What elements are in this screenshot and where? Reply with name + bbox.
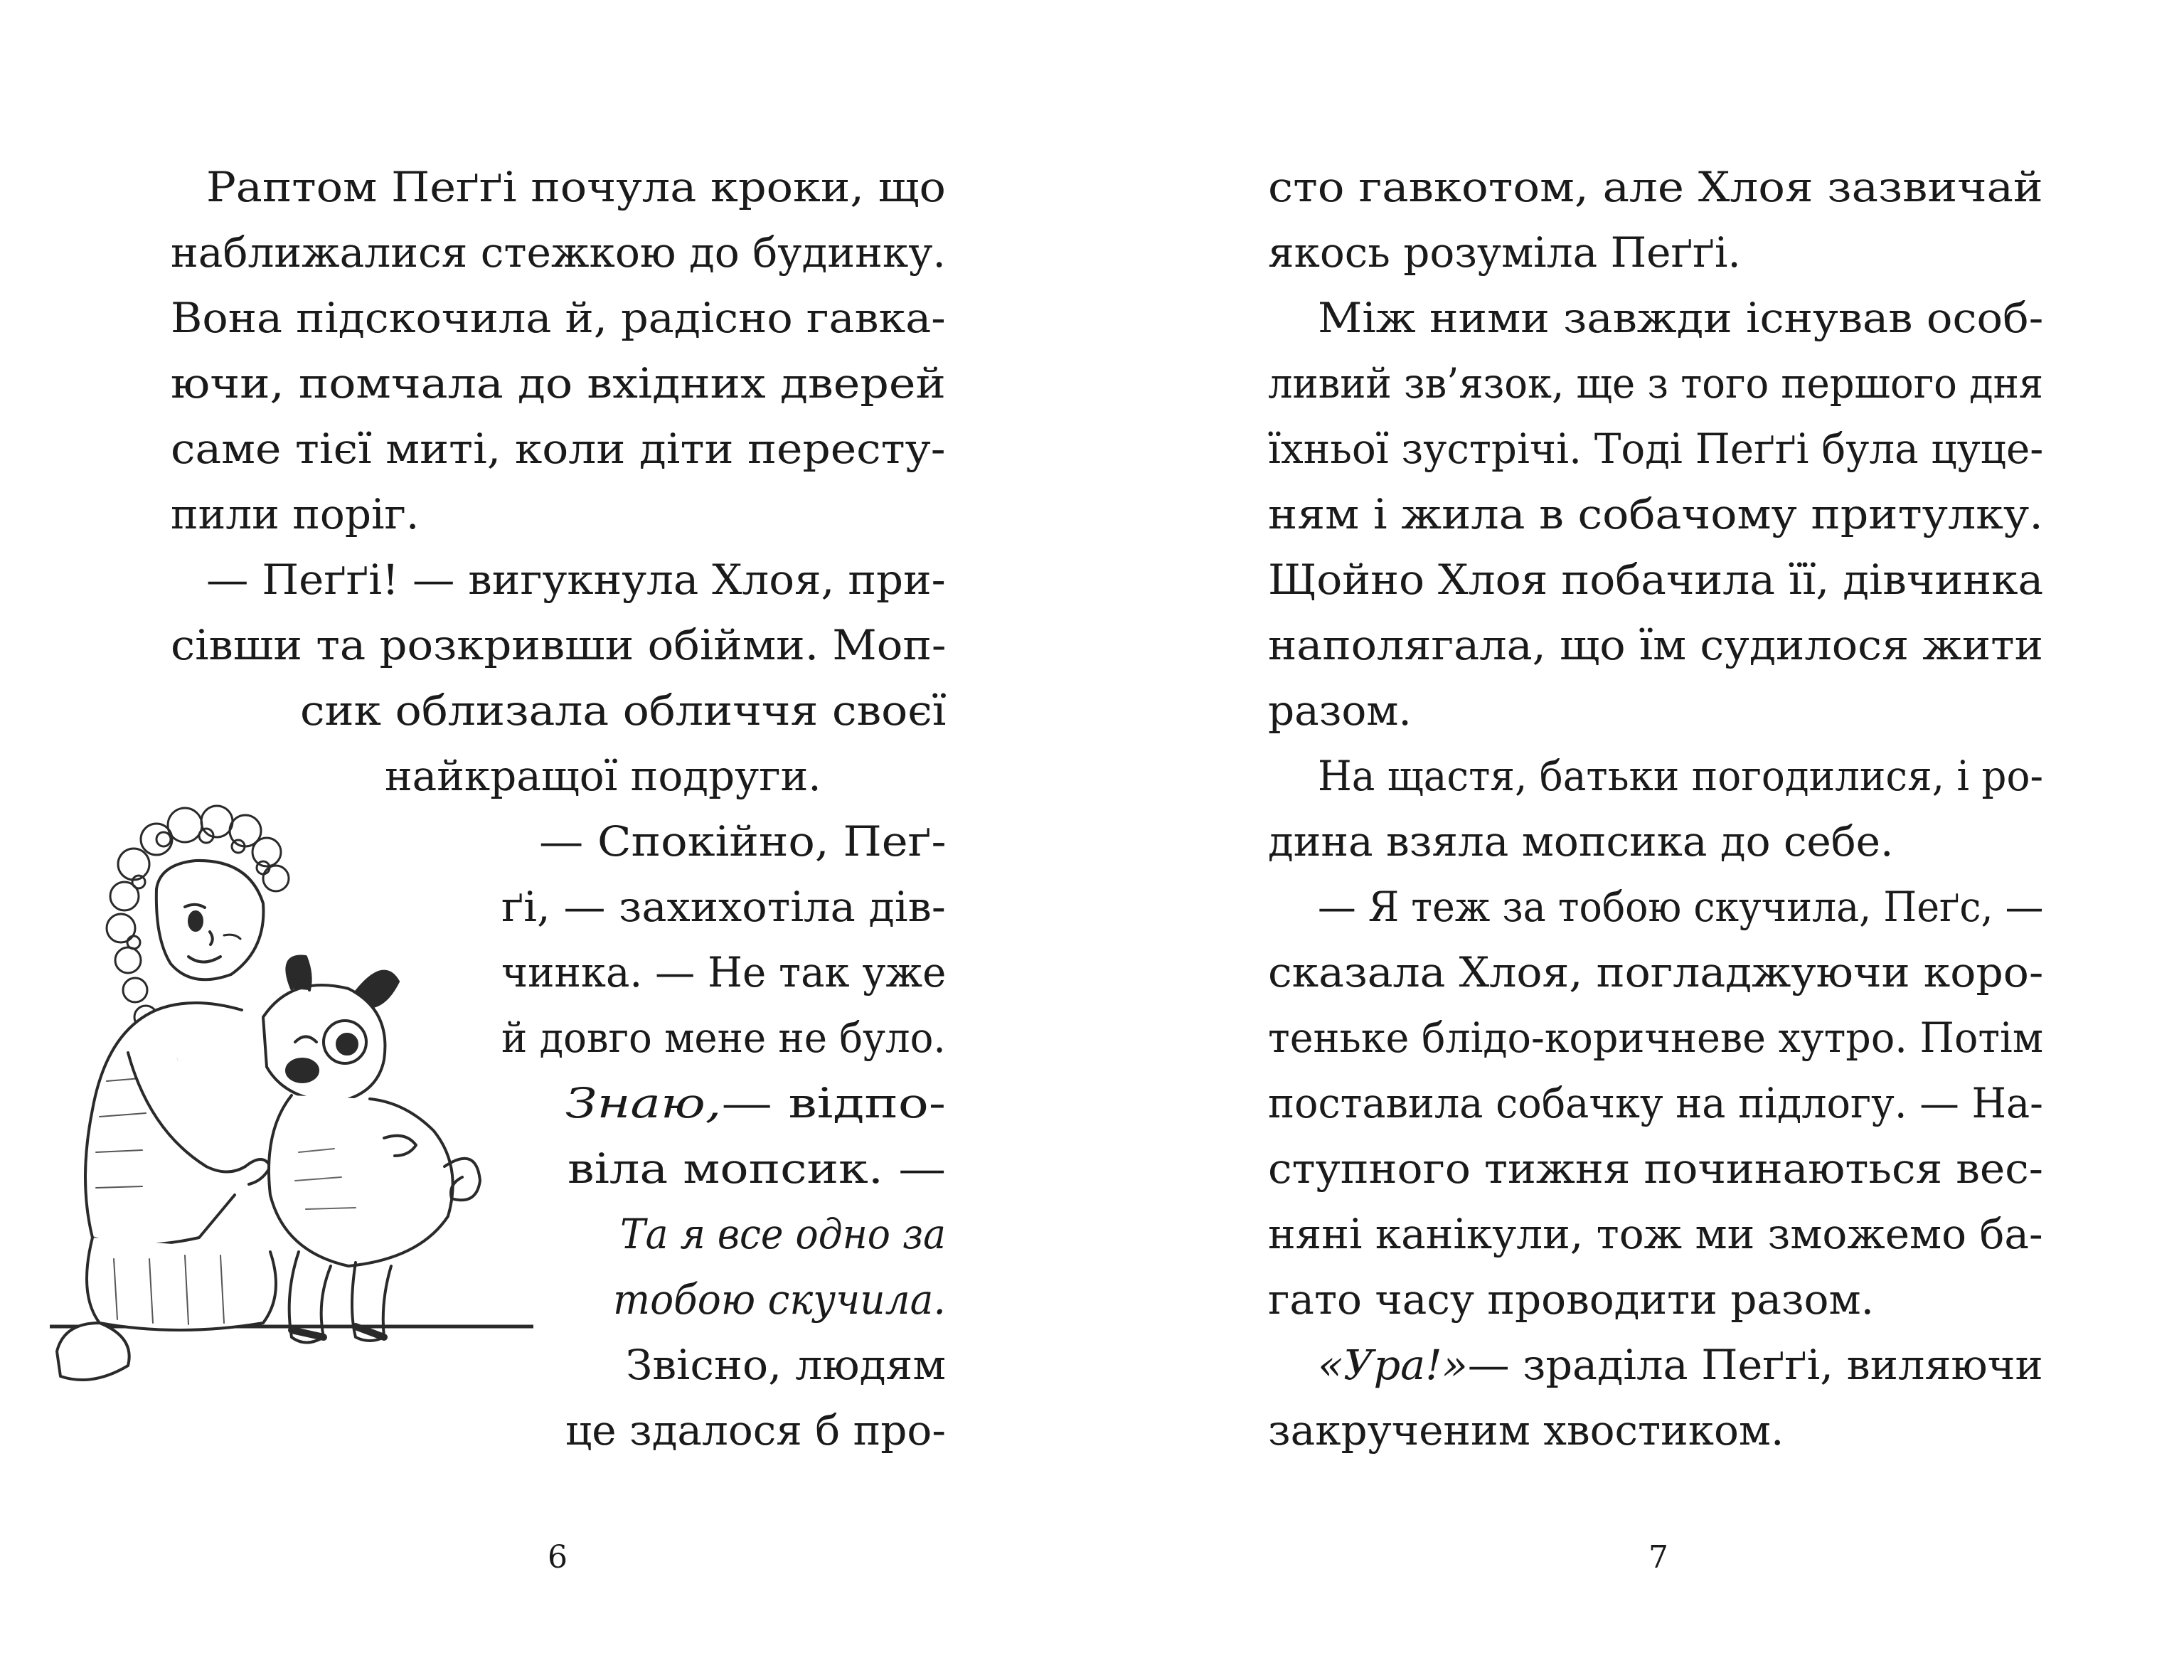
text-line: наполягала, що їм судилося жити <box>1268 621 2043 669</box>
text-line: це здалося б про- <box>565 1406 946 1455</box>
text-line: ючи, помчала до вхідних дверей <box>171 359 946 408</box>
text-line: сказала Хлоя, погладжуючи коро- <box>1268 948 2044 996</box>
text-line: няні канікули, тож ми зможемо ба- <box>1268 1210 2043 1258</box>
text-line: На щастя, батьки погодилися, і ро- <box>1318 752 2043 800</box>
text-line: Та я все одно за <box>620 1210 946 1258</box>
text-line: Між ними завжди існував особ- <box>1318 294 2044 342</box>
text-line: теньке блідо-коричневе хутро. Потім <box>1268 1014 2043 1062</box>
pug <box>263 957 480 1343</box>
text-line: ливий зв’язок, ще з того першого дня <box>1268 359 2044 408</box>
text-line: тобою скучила. <box>613 1275 946 1324</box>
text-line: — Пеґґі! — вигукнула Хлоя, при- <box>206 555 946 604</box>
text-line: їхньої зустрічі. Тоді Пеґґі була цуце- <box>1268 425 2044 473</box>
text-line: й довго мене не було. <box>501 1014 946 1062</box>
text-line: гато часу проводити разом. <box>1268 1275 1875 1324</box>
text-line: — Я теж за тобою скучила, Пеґс, — <box>1318 883 2044 931</box>
text-line: чинка. — Не так уже <box>501 948 947 996</box>
text-line: — Спокійно, Пеґ- <box>539 817 947 866</box>
girl-hugging-pug-illustration <box>50 797 533 1444</box>
text-line: закрученим хвостиком. <box>1268 1406 1784 1455</box>
page-number-right: 7 <box>1648 1539 1668 1575</box>
text-line: саме тієї миті, коли діти пересту- <box>171 425 946 473</box>
text-line: Щойно Хлоя побачила її, дівчинка <box>1268 555 2044 604</box>
text-line: ням і жила в собачому притулку. <box>1268 490 2043 538</box>
page-number-left: 6 <box>548 1539 568 1575</box>
text-line: Раптом Пеґґі почула кроки, що <box>206 163 946 211</box>
text-line: ступного тижня починаються вес- <box>1268 1144 2043 1193</box>
text-line: поставила собачку на підлогу. — На- <box>1268 1079 2043 1127</box>
text-line: якось розуміла Пеґґі. <box>1268 228 1741 277</box>
text-line: «Ура!»— зраділа Пеґґі, виляючи <box>1318 1341 2043 1389</box>
text-line: ґі, — захихотіла дів- <box>501 883 946 931</box>
text-line: Вона підскочила й, радісно гавка- <box>171 294 946 342</box>
text-line: найкращої подруги. <box>385 752 821 800</box>
text-line: сик облизала обличчя своєї <box>300 686 947 735</box>
text-line: разом. <box>1268 686 1412 735</box>
text-line: віла мопсик. — <box>568 1144 947 1193</box>
text-line: пили поріг. <box>171 490 420 538</box>
text-line: наближалися стежкою до будинку. <box>171 228 946 277</box>
text-line: дина взяла мопсика до себе. <box>1268 817 1894 866</box>
text-line: Знаю,— відпо- <box>565 1079 946 1127</box>
text-line: Звісно, людям <box>626 1341 947 1389</box>
text-line: сівши та розкривши обійми. Моп- <box>171 621 947 669</box>
text-line: сто гавкотом, але Хлоя зазвичай <box>1268 163 2043 211</box>
